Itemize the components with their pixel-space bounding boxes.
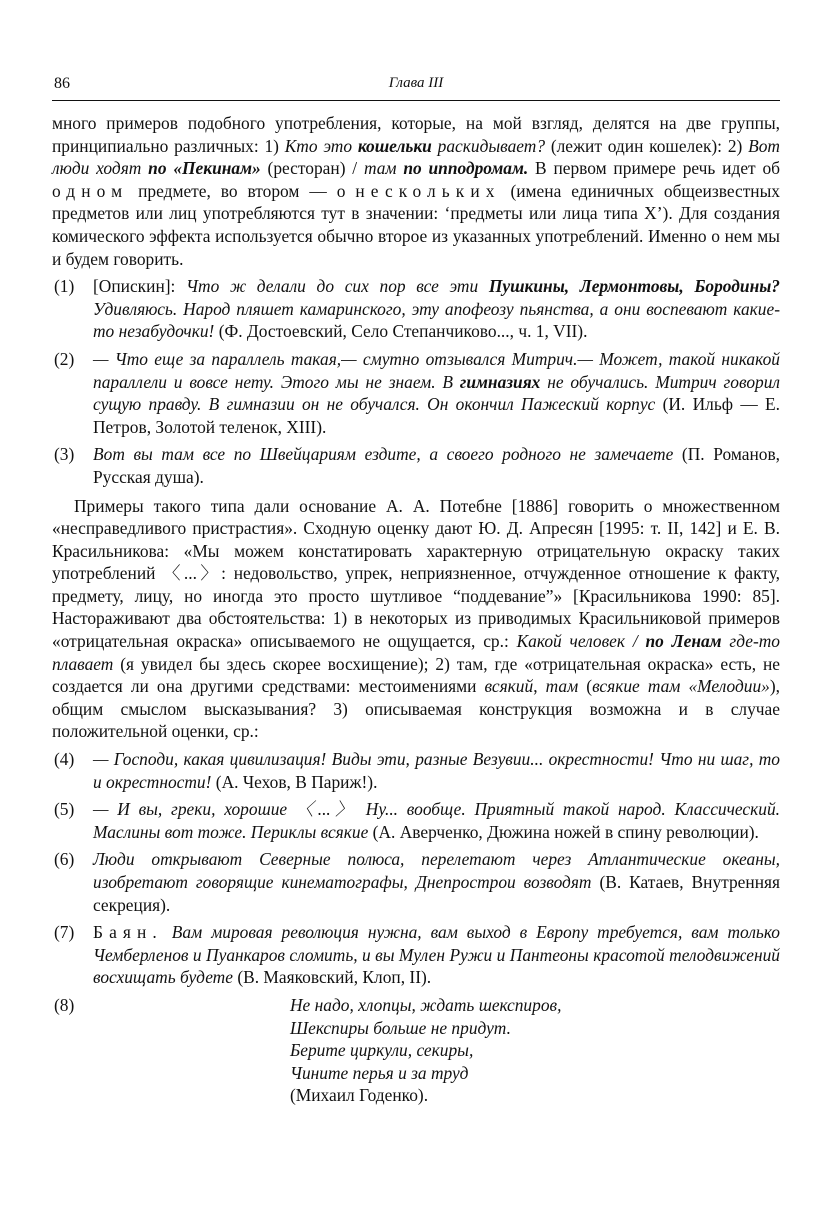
text: Примеры такого типа дали основание А. А. Потебне [1886] говорить о множественном «несправедливого пристрастия». Сходную оценку дают Ю. Д. Апресян [1995: т. II, 142] и Е. В. Красильникова: «Мы можем констатировать характерную отрицательную окраску таких употреблений 〈...〉: недовольство, упрек, неприязненное, отчужденное отношение к факту, предмету, лицу, но иногда это просто шутливое “поддевание”» [Красильникова 1990: 85]. Настораживают два обстоятельства: 1) в некоторых из приводимых Красильниковой примеров «отрицательная окраска» описываемого не ощущается, ср.: [52,495,780,652]
example-number: (3) [54,444,75,465]
page-number: 86 [54,75,70,92]
example-text: — Что еще за параллель такая,— смутно отзывался Митрич.— Может, такой никакой параллели и вовсе нету. Этого мы не знаем. В [93,348,780,392]
example-number: (8) [54,994,75,1015]
example-text: Какой человек / [516,631,646,652]
example-number: (1) [54,276,75,297]
example-5 [52,798,780,843]
intro-paragraph [52,112,780,270]
example-text: Люди открывают Северные полюса, перелетают через Атлантические океаны, изобретают говорящие кинематографы, Днепрострои возводят [93,849,780,892]
source-citation: (Ф. Достоевский, Село Степанчиково..., ч. 1, VII). [214,321,588,342]
spaced-emphasis: нескольких [355,180,501,201]
example-number: (5) [54,799,75,820]
text: ), общим смыслом высказывания? 3) описываемая конструкция возможна и в случае положительной оценки, ср.: [52,676,780,742]
emphasis: по «Пекинам» [148,158,261,179]
poem-line: Чините перья и за труд [290,1062,469,1083]
example-number: (2) [54,348,75,369]
spaced-emphasis: одном [52,180,129,201]
text: (ресторан) / [260,158,364,179]
example-text: всякие там «Мелодии» [592,676,770,697]
example-text: Кто это [284,135,358,156]
text: , [533,676,546,697]
example-text: там [363,158,404,179]
example-text: — Господи, какая цивилизация! Виды эти, разные Везувии... окрестности! Что ни шаг, то и окрестности! [93,749,780,792]
text: предмете, во втором — о [128,180,356,201]
example-text: раскидывает? [431,135,546,156]
running-head [52,75,780,97]
source-citation: (А. Аверченко, Дюжина ножей в спину революции). [368,821,759,842]
poem-line: Шекспиры больше не придут. [290,1017,511,1038]
example-8-poem [52,994,780,1107]
example-text: Вот вы там все по Швейцариям ездите, а своего родного не замечаете [93,444,674,465]
example-4 [52,748,780,793]
example-text: всякий [484,676,534,697]
example-text: там [545,676,579,697]
source-citation: (А. Чехов, В Париж!). [211,771,378,792]
text: (имена единичных общеизвестных предметов или лиц употребляются тут в значении: ‘предметы или лица типа X’). Для создания комического эффекта используется обычно второе из указанных употреблений. Именно о нем мы и будем говорить. [52,180,780,269]
speaker: [Опискин]: [93,276,187,297]
discussion-paragraph [52,495,780,744]
text: (лежит один кошелек): 2) [545,135,749,156]
example-number: (6) [54,849,75,870]
example-6 [52,848,780,916]
example-text: — И вы, греки, хорошие 〈...〉 Ну... вообще. Приятный такой народ. Классический. Маслины вот тоже. Периклы всякие [93,799,780,842]
example-text: Что ж делали до сих пор все эти [186,276,489,297]
header-rule [52,100,780,101]
example-2 [52,348,780,438]
source-citation: (В. Катаев, Внутренняя секреция). [93,872,781,915]
source-citation: (В. Маяковский, Клоп, II). [232,967,432,988]
text: (я увидел бы здесь скорее восхищение); 2) там, где «отрицательная окраска» есть, не создается ли она другими средствами: местоимениями [52,653,780,697]
text: В первом примере речь идет об [528,158,780,179]
example-1 [52,275,780,343]
text: ( [578,676,593,697]
emphasis: гимназиях [459,371,541,392]
text: много примеров подобного употребления, которые, на мой взгляд, делятся на две группы, принципиально различных: 1) [52,113,780,156]
page-body [52,112,780,1107]
source-citation: (П. Романов, Русская душа). [93,444,780,487]
example-number: (4) [54,749,75,770]
source-citation: (И. Ильф — Е. Петров, Золотой теленок, XIII). [93,394,780,437]
example-text: Вот люди ходят [52,135,780,179]
example-3 [52,443,780,488]
chapter-title: Глава III [388,75,444,91]
poem-line: Не надо, хлопцы, ждать шекспиров, [290,994,562,1015]
example-number: (7) [54,922,75,943]
example-text: не обучались. Митрич говорил сущую правду. В гимназии он не обучался. Он окончил Пажеский корпус [93,371,780,415]
poem [93,994,780,1107]
example-text: Вам мировая революция нужна, вам выход в Европу требуется, вам только Чемберленов и Пуанкаров сломить, и вы Мулен Ружи и Пантеоны красотой телодвижений восхищать будете [93,922,780,988]
poem-author: (Михаил Годенко). [290,1085,429,1106]
speaker: Баян. [93,922,163,943]
emphasis: кошельки [357,135,432,156]
example-text: где-то плавает [52,631,780,674]
example-text: Удивляюсь. Народ пляшет камаринского, эту апофеозу пьянства, а они воспевают какие-то незабудочки! [93,298,780,342]
emphasis: Пушкины, Лермонтовы, Бородины? [488,276,780,297]
poem-line: Берите циркули, секиры, [290,1040,474,1061]
example-7 [52,921,780,989]
emphasis: по ипподромам. [403,158,529,179]
emphasis: по Ленам [645,631,722,652]
